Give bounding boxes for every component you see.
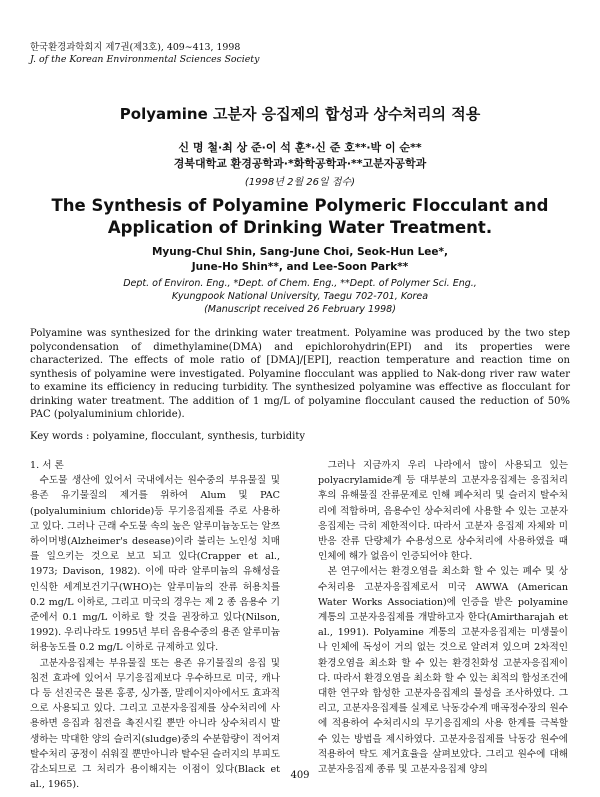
journal-english: J. of the Korean Environmental Sciences Society: [30, 54, 260, 65]
english-received-date: (Manuscript received 26 February 1998): [204, 304, 396, 315]
english-authors: [0, 245, 600, 275]
left-paragraph-2: 고분자응집제는 부유물질 또는 용존 유기물질의 응집 및 침전 효과에 있어서 무기응집제보다 우수하므로 미국, 캐나다 등 선진국은 물론 홍콩, 싱가폴, 말레이지아에서도 효과적으로 사용되고 있다. 그리고 고분자응집제를 상수처리에 사용하면 응집과 침전을 촉진시킬 뿐만 아니라 상수처리시 발생하는 막대한 양의 슬러지(sludge)중의 수분함량이 적어져 탈수처리 공정이 쉬워질 뿐만아니라 탈수된 슬러지의 부피도 감소되므로 그 처리가 용이해지는 이점이 있다(Black et al., 1965).: [30, 657, 280, 791]
english-title-line2: Application of Drinking Water Treatment.: [107, 218, 493, 237]
left-paragraph-1: 수도물 생산에 있어서 국내에서는 원수중의 부유물질 및 용존 유기물질의 제거를 위하여 Alum 및 PAC (polyaluminium chloride)등 무기응집제를 주로 사용하고 있다. 그러나 근래 수도물 속의 높은 알루미늄농도는 알쯔하이머병(Alzheimer's desease)이라 불리는 노인성 치매를 일으키는 것으로 보고 되고 있다(Crapper et al., 1973; Davison, 1982). 이에 따라 알루미늄의 유해성을 인식한 세계보건기구(WHO)는 알루미늄의 잔류 허용치를 0.2 mg/L 이하로, 그리고 미국의 경우는 제 2 종 음용수 기준에서 0.1 mg/L 이하로 할 것을 권장하고 있다(Nilson, 1992). 우리나라도 1995년 부터 음용수중의 용존 알루미늄 허용농도를 0.2 mg/L 이하로 규제하고 있다.: [30, 475, 281, 654]
english-affiliation-line1: Dept. of Environ. Eng., *Dept. of Chem. Eng., **Dept. of Polymer Sci. Eng.,: [123, 278, 477, 289]
english-authors-line1: Myung-Chul Shin, Sang-June Choi, Seok-Hun Lee*,: [151, 246, 449, 258]
korean-author-block: [0, 140, 600, 172]
korean-affiliation: 경북대학교 환경공학과·*화학공학과·**고분자공학과: [173, 157, 427, 170]
english-authors-line2: June-Ho Shin**, and Lee-Soon Park**: [191, 261, 409, 273]
korean-authors: 신 명 철·최 상 준·이 석 훈*·신 준 호**·박 이 순**: [178, 141, 422, 154]
right-column: [318, 458, 568, 777]
english-affiliation: [0, 277, 600, 316]
english-title-line1: The Synthesis of Polyamine Polymeric Flocculant and: [51, 196, 549, 215]
journal-header: [30, 42, 259, 66]
korean-received-date: (1998년 2월 26일 접수): [244, 177, 356, 188]
right-paragraph-2: 본 연구에서는 환경오염을 최소화 할 수 있는 폐수 및 상수처리용 고분자응집제로서 미국 AWWA (American Water Works Association)에 인증을 받은 polyamine 계통의 고분자응집제를 개발하고자 한다(Amirtharajah et al., 1991). Polyamine 계통의 고분자응집제는 미생물이나 인체에 독성이 거의 없는 것으로 알려져 있으며 2차적인 환경오염을 최소화 할 수 있는 환경친화성 고분자응집제이다. 따라서 환경오염을 최소화 할 수 있는 최적의 합성조건에 대한 연구와 합성한 고분자응집제의 물성을 조사하였다. 그리고, 고분자응집제를 실제로 낙동강수계 매곡정수장의 원수에 적용하여 수처리시의 무기응집제의 사용 한계를 극복할 수 있는 방법을 제시하였다. 고분자응집제를 낙동강 원수에 적용하여 탁도 제거효율을 살펴보았다. 그리고 원수에 대해 고분자응집제 종류 및 고분자응집제 양의: [318, 566, 568, 776]
keywords: Key words : polyamine, flocculant, synthesis, turbidity: [30, 431, 306, 442]
abstract: Polyamine was synthesized for the drinking water treatment. Polyamine was produced by the two step polycondensation of dimethylamine(DMA) and epichlorohydrin(EPI) and its properties were characterized. The effects of mole ratio of [DMA]/[EPI], reaction temperature and reaction time on synthesis of polyamine were investigated. Polyamine flocculant was applied to Nak-dong river raw water to examine its efficiency in reducing turbidity. The synthesized polyamine was effective as flocculant for drinking water treatment. The addition of 1 mg/L of polyamine flocculant caused the reduction of 50% PAC (polyaluminium chloride).: [30, 328, 570, 420]
page-number: 409: [290, 770, 310, 781]
english-affiliation-line2: Kyungpook National University, Taegu 702-701, Korea: [171, 291, 429, 302]
section-heading: 1. 서 론: [30, 460, 64, 471]
english-title: [0, 195, 600, 239]
korean-title: Polyamine 고분자 응집제의 합성과 상수처리의 적용: [119, 105, 481, 123]
right-paragraph-1: 그러나 지금까지 우리 나라에서 많이 사용되고 있는 polyacrylamide계 등 대부분의 고분자응집제는 응집처리후의 유해물질 잔류문제로 인해 폐수처리 및 슬러지 탈수처리에 적합하며, 음용수인 상수처리에 사용할 수 있는 고분자응집제는 극히 제한적이다. 따라서 고분자 응집제 자체와 미반응 잔류 단량체가 수용성으로 상수처리에 사용하였을 때 인체에 해가 없음이 인증되어야 한다.: [318, 460, 568, 563]
journal-korean: 한국환경과학회지 제7권(제3호), 409∼413, 1998: [30, 42, 241, 53]
left-column: [30, 458, 280, 792]
